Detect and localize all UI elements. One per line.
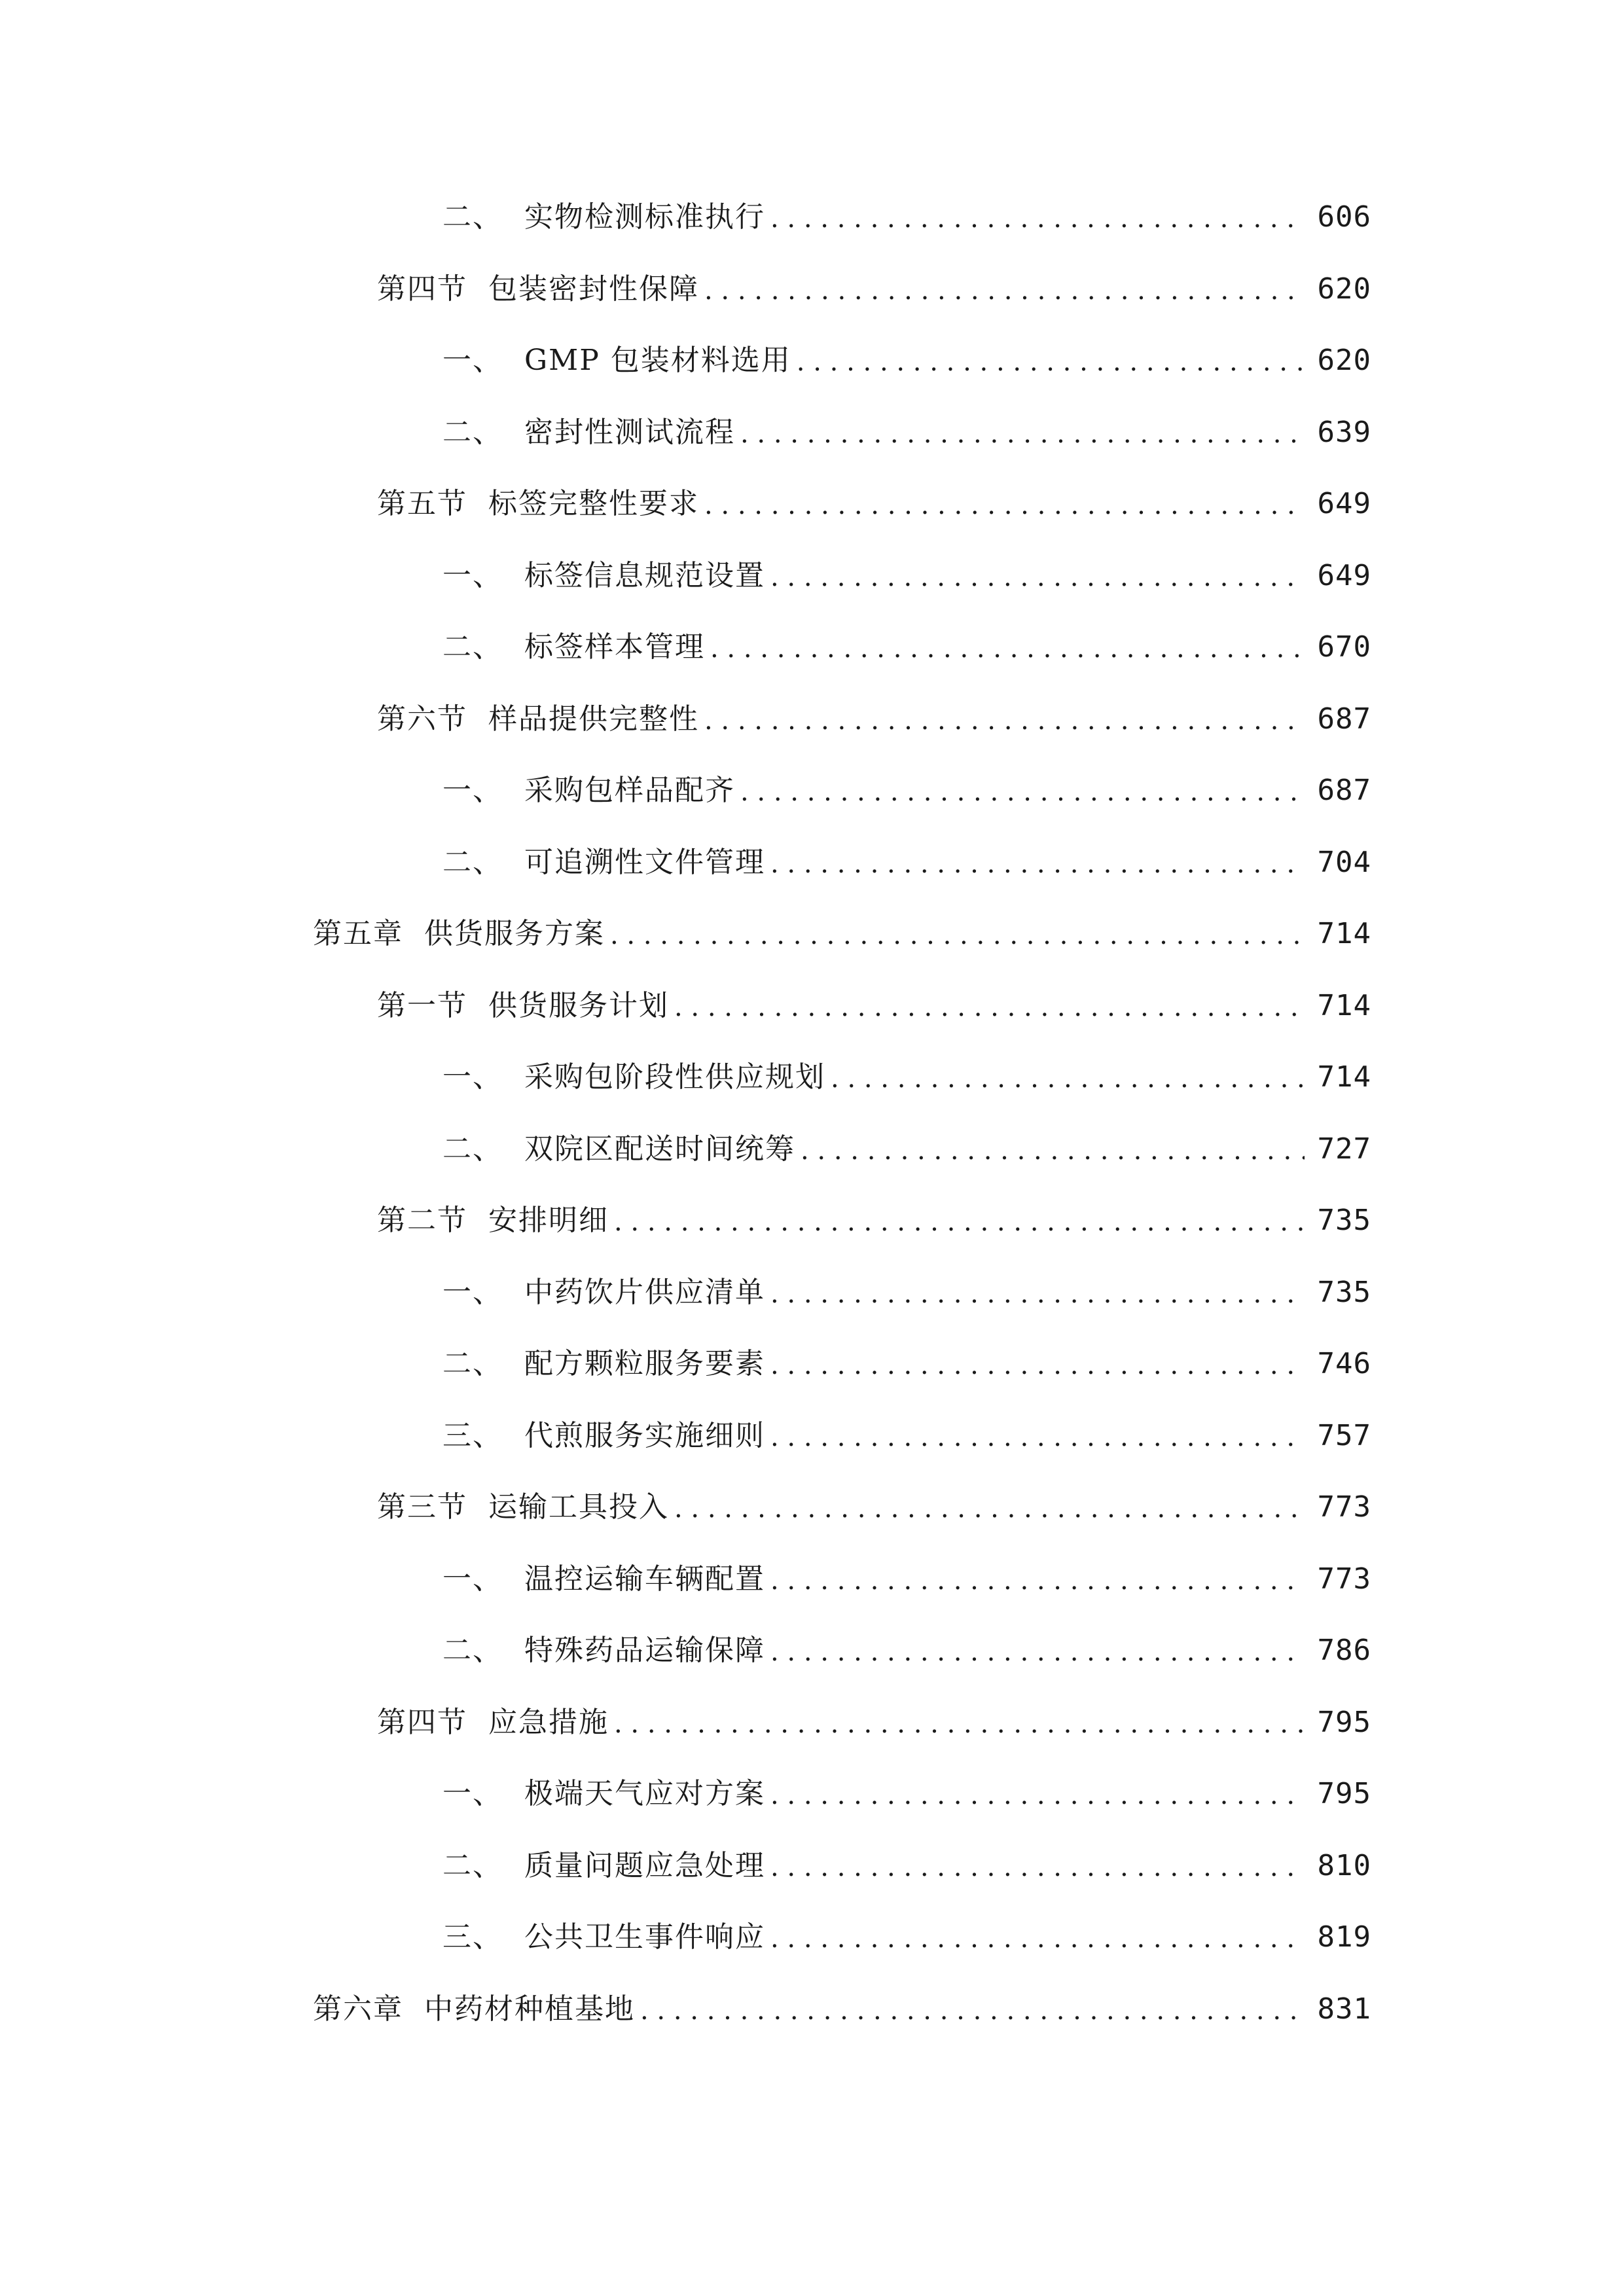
- toc-entry-title: 供货服务方案: [424, 917, 605, 950]
- toc-entry-number: 一、: [442, 559, 503, 592]
- toc-entry-title: 标签完整性要求: [488, 487, 699, 520]
- toc-entry-number: 一、: [442, 1060, 503, 1094]
- toc-entry-page: 687: [1317, 774, 1371, 807]
- dot-leader: [770, 1556, 1305, 1602]
- dot-leader: [831, 1054, 1305, 1100]
- toc-entry[interactable]: [442, 624, 1371, 670]
- dot-leader: [770, 1771, 1305, 1817]
- toc-entry-page: 714: [1317, 917, 1371, 950]
- toc-entry-page: 670: [1317, 630, 1371, 664]
- toc-entry-number: 一、: [442, 1777, 503, 1810]
- toc-entry[interactable]: [442, 1126, 1371, 1172]
- toc-entry-title: 代煎服务实施细则: [524, 1419, 765, 1452]
- toc-entry[interactable]: [377, 1700, 1371, 1746]
- dot-leader: [770, 1341, 1305, 1387]
- toc-entry-number: 二、: [442, 630, 503, 664]
- dot-leader: [704, 696, 1305, 742]
- toc-entry-title: 密封性测试流程: [524, 416, 735, 449]
- toc-entry-page: 831: [1317, 1992, 1371, 2026]
- toc-entry-number: 二、: [442, 1634, 503, 1667]
- toc-entry-page: 687: [1317, 702, 1371, 736]
- toc-entry[interactable]: [442, 194, 1371, 240]
- toc-entry-number: 一、: [442, 774, 503, 807]
- toc-entry-title: 标签信息规范设置: [524, 559, 765, 592]
- toc-entry-title: 特殊药品运输保障: [524, 1634, 765, 1667]
- toc-entry-number: 第六节: [377, 702, 467, 736]
- toc-entry-title: 中药饮片供应清单: [524, 1276, 765, 1309]
- dot-leader: [770, 194, 1305, 240]
- toc-entry-title: GMP 包装材料选用: [524, 344, 791, 377]
- toc-entry-title: 温控运输车辆配置: [524, 1562, 765, 1596]
- toc-entry-number: 一、: [442, 1276, 503, 1309]
- toc-entry-number: 第二节: [377, 1204, 467, 1237]
- toc-entry[interactable]: [442, 1771, 1371, 1817]
- toc-entry-page: 704: [1317, 846, 1371, 879]
- toc-entry-number: 二、: [442, 1347, 503, 1380]
- toc-entry-number: 第三节: [377, 1490, 467, 1524]
- dot-leader: [704, 481, 1305, 527]
- toc-entry[interactable]: [442, 1914, 1371, 1960]
- toc-entry-title: 双院区配送时间统筹: [524, 1132, 795, 1166]
- toc-entry-title: 采购包阶段性供应规划: [524, 1060, 825, 1094]
- toc-entry-title: 应急措施: [488, 1706, 609, 1739]
- toc-entry-title: 安排明细: [488, 1204, 609, 1237]
- toc-entry[interactable]: [442, 1556, 1371, 1602]
- toc-entry[interactable]: [313, 911, 1371, 957]
- toc-entry[interactable]: [442, 1628, 1371, 1674]
- toc-entry[interactable]: [442, 1270, 1371, 1316]
- toc-entry[interactable]: [377, 266, 1371, 312]
- toc-entry-page: 773: [1317, 1562, 1371, 1596]
- dot-leader: [797, 338, 1305, 384]
- dot-leader: [770, 553, 1305, 599]
- toc-entry-page: 649: [1317, 559, 1371, 592]
- toc-entry-title: 可追溯性文件管理: [524, 846, 765, 879]
- toc-entry-number: 第四节: [377, 1706, 467, 1739]
- toc-entry-page: 786: [1317, 1634, 1371, 1667]
- toc-entry-page: 795: [1317, 1777, 1371, 1810]
- dot-leader: [770, 1628, 1305, 1674]
- toc-entry-page: 649: [1317, 487, 1371, 520]
- dot-leader: [740, 410, 1305, 456]
- toc-entry[interactable]: [377, 1484, 1371, 1530]
- toc-entry[interactable]: [442, 1341, 1371, 1387]
- toc-entry-number: 二、: [442, 1849, 503, 1882]
- toc-entry-title: 实物检测标准执行: [524, 200, 765, 234]
- toc-entry-title: 包装密封性保障: [488, 272, 699, 306]
- toc-entry-title: 供货服务计划: [488, 989, 669, 1022]
- toc-entry-page: 746: [1317, 1347, 1371, 1380]
- dot-leader: [674, 1484, 1305, 1530]
- toc-entry-page: 735: [1317, 1204, 1371, 1237]
- toc-entry[interactable]: [442, 553, 1371, 599]
- toc-entry-page: 639: [1317, 416, 1371, 449]
- toc-entry-title: 运输工具投入: [488, 1490, 669, 1524]
- toc-entry-number: 二、: [442, 416, 503, 449]
- toc-entry[interactable]: [442, 1843, 1371, 1889]
- toc-entry-number: 三、: [442, 1419, 503, 1452]
- dot-leader: [614, 1198, 1305, 1244]
- toc-entry-title: 配方颗粒服务要素: [524, 1347, 765, 1380]
- toc-entry-page: 727: [1317, 1132, 1371, 1166]
- toc-entry-page: 819: [1317, 1920, 1371, 1954]
- dot-leader: [770, 1914, 1305, 1960]
- dot-leader: [770, 1413, 1305, 1459]
- toc-entry-number: 一、: [442, 344, 503, 377]
- toc-entry-page: 606: [1317, 200, 1371, 234]
- toc-entry[interactable]: [442, 1413, 1371, 1459]
- dot-leader: [740, 768, 1305, 814]
- toc-entry-page: 757: [1317, 1419, 1371, 1452]
- toc-entry-number: 第一节: [377, 989, 467, 1022]
- toc-entry-number: 第四节: [377, 272, 467, 306]
- toc-entry[interactable]: [377, 481, 1371, 527]
- dot-leader: [770, 1270, 1305, 1316]
- toc-entry[interactable]: [313, 1986, 1371, 2032]
- toc-entry-page: 620: [1317, 272, 1371, 306]
- toc-entry-number: 二、: [442, 200, 503, 234]
- toc-entry-title: 中药材种植基地: [424, 1992, 635, 2026]
- toc-entry[interactable]: [377, 1198, 1371, 1244]
- toc-entry-title: 样品提供完整性: [488, 702, 699, 736]
- toc-entry-number: 第五节: [377, 487, 467, 520]
- dot-leader: [770, 1843, 1305, 1889]
- dot-leader: [614, 1700, 1305, 1746]
- toc-entry-page: 773: [1317, 1490, 1371, 1524]
- toc-entry[interactable]: [442, 840, 1371, 886]
- dot-leader: [710, 624, 1305, 670]
- toc-entry[interactable]: [442, 1054, 1371, 1100]
- toc-entry-title: 极端天气应对方案: [524, 1777, 765, 1810]
- toc-entry-number: 一、: [442, 1562, 503, 1596]
- toc-entry-title: 公共卫生事件响应: [524, 1920, 765, 1954]
- toc-entry-page: 714: [1317, 989, 1371, 1022]
- toc-entry-title: 质量问题应急处理: [524, 1849, 765, 1882]
- toc-entry-page: 735: [1317, 1276, 1371, 1309]
- toc-entry-page: 810: [1317, 1849, 1371, 1882]
- dot-leader: [801, 1126, 1305, 1172]
- toc-entry[interactable]: [442, 338, 1371, 384]
- dot-leader: [674, 983, 1305, 1029]
- toc-entry-number: 二、: [442, 1132, 503, 1166]
- toc-entry[interactable]: [442, 410, 1371, 456]
- toc-entry-number: 三、: [442, 1920, 503, 1954]
- toc-entry-title: 采购包样品配齐: [524, 774, 735, 807]
- toc-entry[interactable]: [377, 983, 1371, 1029]
- dot-leader: [610, 911, 1305, 957]
- toc-entry-page: 620: [1317, 344, 1371, 377]
- toc-entry[interactable]: [377, 696, 1371, 742]
- toc-entry-page: 714: [1317, 1060, 1371, 1094]
- dot-leader: [640, 1986, 1305, 2032]
- dot-leader: [704, 266, 1305, 312]
- toc-entry[interactable]: [442, 768, 1371, 814]
- toc-entry-number: 二、: [442, 846, 503, 879]
- toc-entry-title: 标签样本管理: [524, 630, 705, 664]
- dot-leader: [770, 840, 1305, 886]
- toc-entry-number: 第五章: [313, 917, 403, 950]
- toc-entry-page: 795: [1317, 1706, 1371, 1739]
- toc-entry-number: 第六章: [313, 1992, 403, 2026]
